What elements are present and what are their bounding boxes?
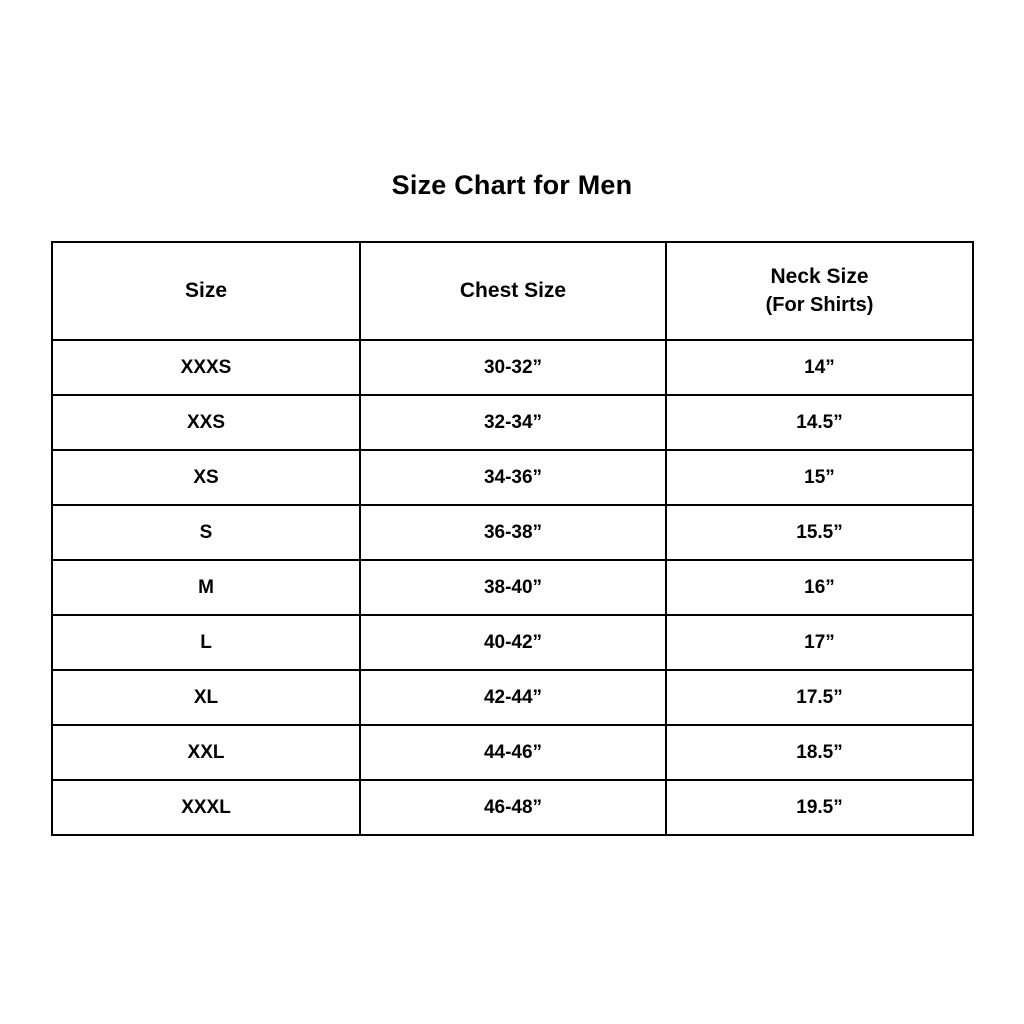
cell-chest: 30-32” <box>360 340 666 395</box>
column-header-neck-sublabel: (For Shirts) <box>765 293 874 316</box>
cell-neck: 16” <box>666 560 973 615</box>
cell-size: S <box>52 505 360 560</box>
cell-neck: 14” <box>666 340 973 395</box>
cell-size: XXL <box>52 725 360 780</box>
column-header-neck <box>666 242 973 340</box>
table-row <box>52 670 973 725</box>
cell-size: XL <box>52 670 360 725</box>
cell-size: XXS <box>52 395 360 450</box>
table-row <box>52 450 973 505</box>
cell-size: XXXL <box>52 780 360 835</box>
table-header-row <box>52 242 973 340</box>
cell-neck: 14.5” <box>666 395 973 450</box>
column-header-size <box>52 242 360 340</box>
size-chart-table-container <box>51 241 972 836</box>
column-header-size-label: Size <box>184 278 228 302</box>
cell-size: L <box>52 615 360 670</box>
cell-neck: 17” <box>666 615 973 670</box>
cell-chest: 46-48” <box>360 780 666 835</box>
table-body <box>52 340 973 835</box>
column-header-chest-label: Chest Size <box>459 278 567 302</box>
cell-chest: 34-36” <box>360 450 666 505</box>
column-header-chest <box>360 242 666 340</box>
table-row <box>52 725 973 780</box>
cell-size: XXXS <box>52 340 360 395</box>
cell-chest: 44-46” <box>360 725 666 780</box>
table-row <box>52 505 973 560</box>
column-header-neck-label: Neck Size <box>770 265 869 289</box>
cell-chest: 38-40” <box>360 560 666 615</box>
size-chart-table <box>51 241 974 836</box>
table-row <box>52 560 973 615</box>
table-row <box>52 780 973 835</box>
table-header <box>52 242 973 340</box>
cell-neck: 15.5” <box>666 505 973 560</box>
cell-chest: 32-34” <box>360 395 666 450</box>
cell-neck: 17.5” <box>666 670 973 725</box>
table-row <box>52 615 973 670</box>
cell-size: M <box>52 560 360 615</box>
table-row <box>52 340 973 395</box>
page-title: Size Chart for Men <box>391 170 633 200</box>
cell-neck: 15” <box>666 450 973 505</box>
cell-size: XS <box>52 450 360 505</box>
cell-chest: 42-44” <box>360 670 666 725</box>
cell-chest: 36-38” <box>360 505 666 560</box>
cell-neck: 19.5” <box>666 780 973 835</box>
cell-chest: 40-42” <box>360 615 666 670</box>
cell-neck: 18.5” <box>666 725 973 780</box>
table-row <box>52 395 973 450</box>
